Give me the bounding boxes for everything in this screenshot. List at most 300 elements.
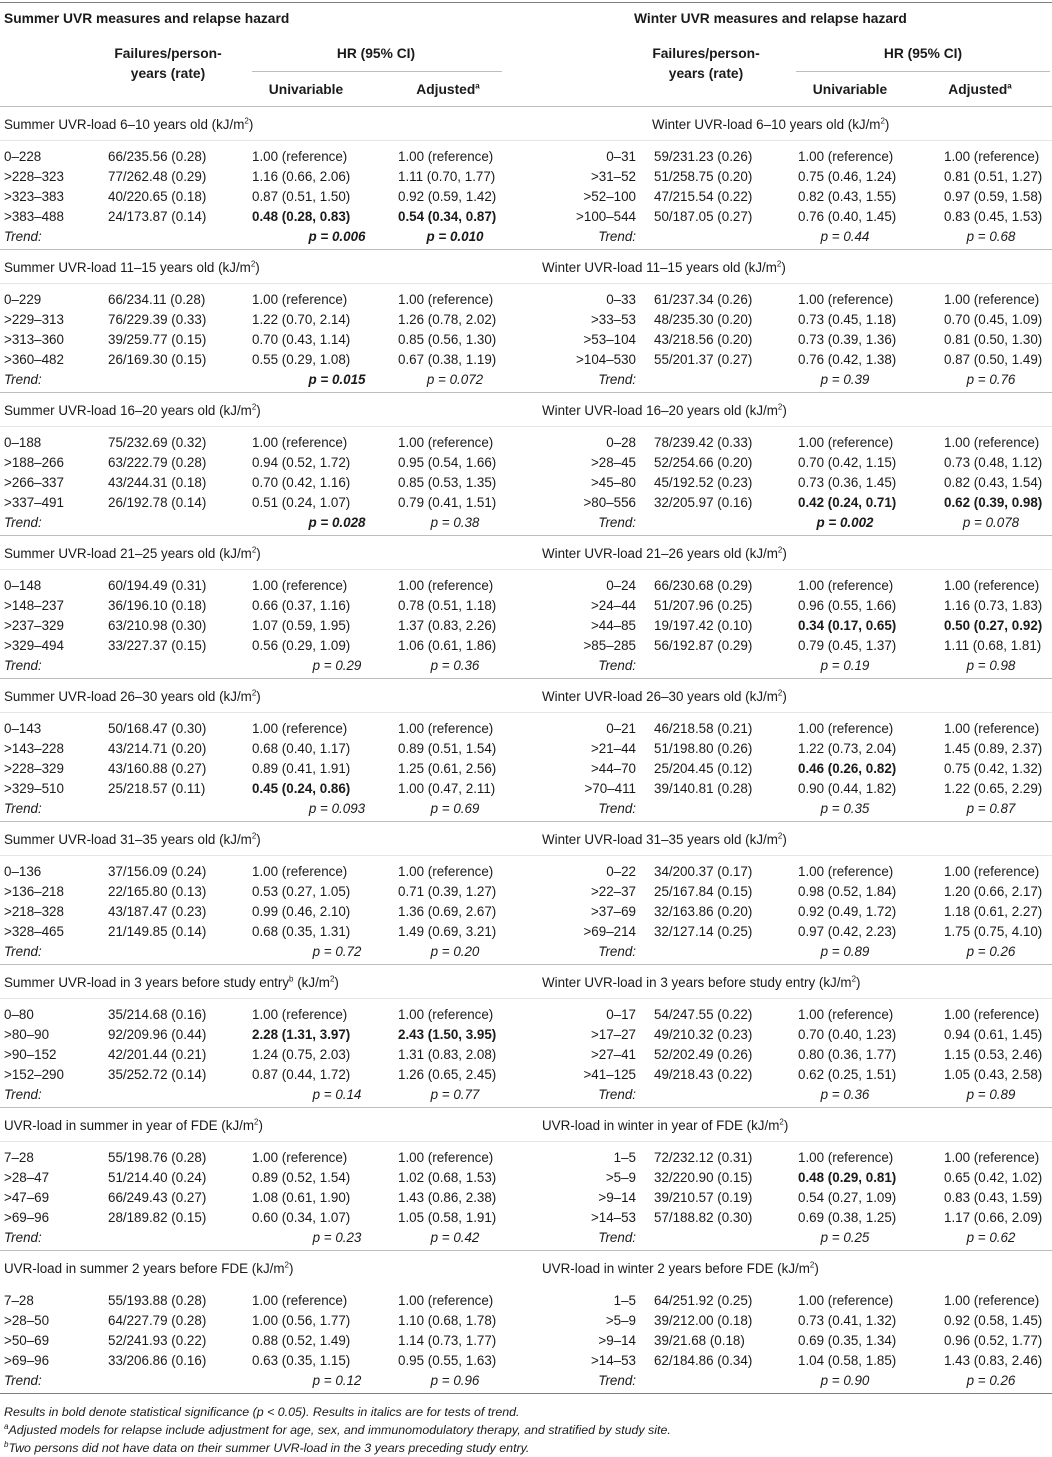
winter-trend-label: Trend: bbox=[598, 1230, 636, 1245]
winter-section-title: Winter UVR-load 21–26 years old $(kJ/m^2)$ bbox=[542, 545, 787, 561]
header-bottom-rule bbox=[0, 106, 1052, 107]
winter-range-cell: 1–5 bbox=[613, 1150, 636, 1165]
winter-hr-univariable-cell: 0.90 (0.44, 1.82) bbox=[798, 781, 897, 796]
summer-hr-univariable-cell: 0.51 (0.24, 1.07) bbox=[252, 495, 351, 510]
summer-failures-cell: 51/214.40 (0.24) bbox=[108, 1170, 207, 1185]
summer-trend-p: p = 0.23 bbox=[312, 1230, 362, 1245]
summer-trend-label: Trend: bbox=[4, 1230, 42, 1245]
summer-hr-univariable-cell: 1.00 (reference) bbox=[252, 864, 348, 879]
winter-hr-adjusted-cell: 1.00 (reference) bbox=[944, 721, 1040, 736]
winter-section-title: Winter UVR-load 26–30 years old $(kJ/m^2)$ bbox=[542, 688, 787, 704]
winter-range-cell: >5–9 bbox=[605, 1170, 636, 1185]
summer-hr-univariable-cell: 0.66 (0.37, 1.16) bbox=[252, 598, 351, 613]
winter-range-cell: >14–53 bbox=[590, 1210, 636, 1225]
section-rule bbox=[0, 249, 1052, 250]
winter-hr-adjusted-cell: 0.83 (0.45, 1.53) bbox=[944, 209, 1043, 224]
winter-hr-univariable-cell: 1.22 (0.73, 2.04) bbox=[798, 741, 897, 756]
summer-range-cell: >28–47 bbox=[4, 1170, 50, 1185]
winter-range-cell: >44–70 bbox=[590, 761, 636, 776]
winter-trend-p: p = 0.89 bbox=[966, 1087, 1016, 1102]
summer-hr-adjusted-cell: 1.00 (reference) bbox=[398, 1007, 494, 1022]
summer-failures-cell: 66/235.56 (0.28) bbox=[108, 149, 207, 164]
winter-range-cell: 0–17 bbox=[606, 1007, 636, 1022]
summer-hr-adjusted-cell: 1.06 (0.61, 1.86) bbox=[398, 638, 497, 653]
winter-hr-adjusted-cell: 0.62 (0.39, 0.98) bbox=[944, 495, 1043, 510]
winter-failures-cell: 34/200.37 (0.17) bbox=[654, 864, 753, 879]
winter-trend-label: Trend: bbox=[598, 944, 636, 959]
summer-failures-cell: 24/173.87 (0.14) bbox=[108, 209, 207, 224]
summer-trend-label: Trend: bbox=[4, 515, 42, 530]
winter-hr-adjusted-cell: 0.75 (0.42, 1.32) bbox=[944, 761, 1043, 776]
winter-failures-cell: 78/239.42 (0.33) bbox=[654, 435, 753, 450]
summer-range-cell: 7–28 bbox=[4, 1293, 34, 1308]
winter-hr-univariable-cell: 0.48 (0.29, 0.81) bbox=[798, 1170, 897, 1185]
winter-hr-univariable-cell: 1.00 (reference) bbox=[798, 1293, 894, 1308]
summer-hr-univariable-cell: 1.00 (reference) bbox=[252, 435, 348, 450]
summer-hr-univariable-cell: 0.89 (0.41, 1.91) bbox=[252, 761, 351, 776]
summer-range-cell: >229–313 bbox=[4, 312, 64, 327]
winter-trend-label: Trend: bbox=[598, 801, 636, 816]
winter-hr-univariable-cell: 1.00 (reference) bbox=[798, 578, 894, 593]
summer-failures-cell: 35/214.68 (0.16) bbox=[108, 1007, 207, 1022]
winter-hr-univariable-cell: 0.34 (0.17, 0.65) bbox=[798, 618, 897, 633]
summer-range-cell: >329–510 bbox=[4, 781, 64, 796]
summer-range-cell: >337–491 bbox=[4, 495, 64, 510]
title-underline bbox=[0, 426, 1052, 427]
summer-hr-univariable-cell: 1.00 (reference) bbox=[252, 149, 348, 164]
winter-hr-univariable-cell: 1.00 (reference) bbox=[798, 864, 894, 879]
winter-hr-rule bbox=[796, 71, 1050, 72]
winter-range-cell: >5–9 bbox=[605, 1313, 636, 1328]
summer-hr-univariable-cell: 0.63 (0.35, 1.15) bbox=[252, 1353, 351, 1368]
winter-hr-adjusted-cell: 1.43 (0.83, 2.46) bbox=[944, 1353, 1043, 1368]
winter-section-title: UVR-load in winter 2 years before FDE $(kJ/m^2)$ bbox=[542, 1260, 819, 1276]
winter-hr-univariable-cell: 0.98 (0.52, 1.84) bbox=[798, 884, 897, 899]
summer-trend-p: p = 0.093 bbox=[308, 801, 366, 816]
winter-section-title: Winter UVR-load 31–35 years old $(kJ/m^2)$ bbox=[542, 831, 787, 847]
winter-trend-label: Trend: bbox=[598, 515, 636, 530]
winter-hr-univariable-cell: 1.04 (0.58, 1.85) bbox=[798, 1353, 897, 1368]
summer-hr-adjusted-cell: 1.37 (0.83, 2.26) bbox=[398, 618, 497, 633]
winter-trend-p: p = 0.39 bbox=[820, 372, 870, 387]
winter-hr-univariable-cell: 1.00 (reference) bbox=[798, 435, 894, 450]
summer-hr-adjusted-cell: 2.43 (1.50, 3.95) bbox=[398, 1027, 497, 1042]
summer-hr-univariable-cell: 0.55 (0.29, 1.08) bbox=[252, 352, 351, 367]
winter-range-cell: >100–544 bbox=[576, 209, 636, 224]
winter-hr-univariable-cell: 0.42 (0.24, 0.71) bbox=[798, 495, 897, 510]
summer-section-title: UVR-load in summer 2 years before FDE $(kJ/m^2)$ bbox=[4, 1260, 294, 1276]
winter-failures-cell: 39/212.00 (0.18) bbox=[654, 1313, 753, 1328]
summer-hr-univariable-cell: 0.89 (0.52, 1.54) bbox=[252, 1170, 351, 1185]
summer-trend-p: p = 0.028 bbox=[308, 515, 366, 530]
winter-hr-univariable-cell: 0.82 (0.43, 1.55) bbox=[798, 189, 897, 204]
winter-trend-p: p = 0.26 bbox=[966, 944, 1016, 959]
summer-failures-cell: 35/252.72 (0.14) bbox=[108, 1067, 207, 1082]
winter-failures-cell: 72/232.12 (0.31) bbox=[654, 1150, 753, 1165]
summer-title: Summer UVR measures and relapse hazard bbox=[4, 11, 290, 26]
winter-range-cell: >37–69 bbox=[590, 904, 636, 919]
summer-hr-adjusted-cell: 0.78 (0.51, 1.18) bbox=[398, 598, 497, 613]
winter-hr-adjusted-cell: 0.81 (0.50, 1.30) bbox=[944, 332, 1043, 347]
summer-hr-univariable-cell: 1.00 (reference) bbox=[252, 1007, 348, 1022]
winter-failures-cell: 19/197.42 (0.10) bbox=[654, 618, 753, 633]
summer-failures-cell: 37/156.09 (0.24) bbox=[108, 864, 207, 879]
winter-range-cell: >70–411 bbox=[584, 781, 636, 796]
summer-failures-cell: 33/206.86 (0.16) bbox=[108, 1353, 207, 1368]
winter-section-title: Winter UVR-load 6–10 years old $(kJ/m^2)$ bbox=[652, 116, 890, 132]
summer-hr-adjusted-cell: 1.25 (0.61, 2.56) bbox=[398, 761, 497, 776]
winter-range-cell: >31–52 bbox=[590, 169, 636, 184]
summer-failures-cell: 26/192.78 (0.14) bbox=[108, 495, 207, 510]
summer-failures-cell: 63/222.79 (0.28) bbox=[108, 455, 207, 470]
winter-failures-cell: 32/127.14 (0.25) bbox=[654, 924, 753, 939]
summer-hr-adjusted-cell: 1.00 (reference) bbox=[398, 435, 494, 450]
winter-hr-univariable-cell: 0.92 (0.49, 1.72) bbox=[798, 904, 897, 919]
winter-hr-univariable-cell: 0.73 (0.45, 1.18) bbox=[798, 312, 897, 327]
summer-failures-cell: 36/196.10 (0.18) bbox=[108, 598, 207, 613]
summer-section-title: Summer UVR-load 26–30 years old $(kJ/m^2)$ bbox=[4, 688, 261, 704]
section-rule bbox=[0, 678, 1052, 679]
summer-failures-header-1: Failures/person- bbox=[114, 46, 222, 61]
summer-trend-p: p = 0.96 bbox=[430, 1373, 480, 1388]
summer-section-title: Summer UVR-load 6–10 years old $(kJ/m^2)$ bbox=[4, 116, 254, 132]
winter-failures-cell: 51/207.96 (0.25) bbox=[654, 598, 753, 613]
winter-range-cell: >27–41 bbox=[590, 1047, 636, 1062]
winter-range-cell: >17–27 bbox=[590, 1027, 636, 1042]
winter-hr-adjusted-cell: 1.05 (0.43, 2.58) bbox=[944, 1067, 1043, 1082]
section-rule bbox=[0, 1393, 1052, 1394]
summer-failures-cell: 28/189.82 (0.15) bbox=[108, 1210, 207, 1225]
winter-hr-univariable-cell: 0.75 (0.46, 1.24) bbox=[798, 169, 897, 184]
summer-range-cell: 0–148 bbox=[4, 578, 42, 593]
winter-title: Winter UVR measures and relapse hazard bbox=[634, 11, 907, 26]
winter-hr-univariable-cell: 0.69 (0.35, 1.34) bbox=[798, 1333, 897, 1348]
summer-range-cell: >228–323 bbox=[4, 169, 64, 184]
summer-failures-header-2: years (rate) bbox=[130, 66, 206, 81]
summer-range-cell: 0–229 bbox=[4, 292, 42, 307]
winter-hr-adjusted-cell: 1.22 (0.65, 2.29) bbox=[944, 781, 1043, 796]
winter-hr-univariable-cell: 1.00 (reference) bbox=[798, 149, 894, 164]
summer-hr-univariable-cell: 1.07 (0.59, 1.95) bbox=[252, 618, 351, 633]
winter-range-cell: >21–44 bbox=[590, 741, 636, 756]
summer-trend-p: p = 0.42 bbox=[430, 1230, 480, 1245]
title-underline bbox=[0, 283, 1052, 284]
winter-failures-cell: 55/201.37 (0.27) bbox=[654, 352, 753, 367]
summer-hr-univariable-cell: 0.87 (0.51, 1.50) bbox=[252, 189, 351, 204]
winter-range-cell: >45–80 bbox=[590, 475, 636, 490]
summer-failures-cell: 75/232.69 (0.32) bbox=[108, 435, 207, 450]
winter-hr-adjusted-cell: 0.82 (0.43, 1.54) bbox=[944, 475, 1043, 490]
winter-hr-univariable-cell: 0.73 (0.36, 1.45) bbox=[798, 475, 897, 490]
winter-range-cell: 0–31 bbox=[606, 149, 636, 164]
winter-hr-adjusted-cell: 1.15 (0.53, 2.46) bbox=[944, 1047, 1043, 1062]
summer-hr-adjusted-cell: 1.02 (0.68, 1.53) bbox=[398, 1170, 497, 1185]
winter-failures-cell: 25/204.45 (0.12) bbox=[654, 761, 753, 776]
winter-trend-label: Trend: bbox=[598, 658, 636, 673]
summer-trend-p: p = 0.006 bbox=[308, 229, 366, 244]
summer-hr-header: HR (95% CI) bbox=[336, 46, 416, 61]
summer-section-title: Summer UVR-load 21–25 years old $(kJ/m^2)$ bbox=[4, 545, 261, 561]
summer-hr-univariable-cell: 1.00 (reference) bbox=[252, 721, 348, 736]
summer-hr-univariable-cell: 1.00 (reference) bbox=[252, 578, 348, 593]
summer-hr-adjusted-cell: 1.00 (reference) bbox=[398, 721, 494, 736]
winter-failures-cell: 56/192.87 (0.29) bbox=[654, 638, 753, 653]
summer-range-cell: >188–266 bbox=[4, 455, 64, 470]
section-rule bbox=[0, 392, 1052, 393]
winter-failures-cell: 51/198.80 (0.26) bbox=[654, 741, 753, 756]
winter-hr-univariable-cell: 0.76 (0.40, 1.45) bbox=[798, 209, 897, 224]
winter-failures-cell: 32/163.86 (0.20) bbox=[654, 904, 753, 919]
summer-range-cell: 0–228 bbox=[4, 149, 42, 164]
summer-hr-univariable-cell: 0.70 (0.43, 1.14) bbox=[252, 332, 351, 347]
winter-hr-adjusted-cell: 0.83 (0.43, 1.59) bbox=[944, 1190, 1043, 1205]
summer-hr-adjusted-cell: 0.85 (0.53, 1.35) bbox=[398, 475, 497, 490]
winter-hr-univariable-cell: 1.00 (reference) bbox=[798, 1150, 894, 1165]
summer-hr-adjusted-cell: 1.31 (0.83, 2.08) bbox=[398, 1047, 497, 1062]
winter-trend-p: p = 0.44 bbox=[820, 229, 870, 244]
winter-hr-adjusted-cell: 1.00 (reference) bbox=[944, 149, 1040, 164]
winter-range-cell: >22–37 bbox=[590, 884, 636, 899]
winter-failures-cell: 66/230.68 (0.29) bbox=[654, 578, 753, 593]
summer-failures-cell: 21/149.85 (0.14) bbox=[108, 924, 207, 939]
winter-failures-cell: 62/184.86 (0.34) bbox=[654, 1353, 753, 1368]
winter-range-cell: >85–285 bbox=[583, 638, 636, 653]
summer-trend-label: Trend: bbox=[4, 944, 42, 959]
winter-failures-cell: 43/218.56 (0.20) bbox=[654, 332, 753, 347]
winter-hr-adjusted-cell: 1.16 (0.73, 1.83) bbox=[944, 598, 1043, 613]
footnote-missing-data: $^b$Two persons did not have data on their summer UVR-load in the 3 years preceding study entry. bbox=[4, 1439, 530, 1455]
winter-range-cell: >80–556 bbox=[583, 495, 636, 510]
winter-adjusted-header: Adjusted$^a$ bbox=[948, 81, 1012, 97]
summer-failures-cell: 40/220.65 (0.18) bbox=[108, 189, 207, 204]
summer-hr-adjusted-cell: 1.05 (0.58, 1.91) bbox=[398, 1210, 497, 1225]
winter-failures-cell: 64/251.92 (0.25) bbox=[654, 1293, 753, 1308]
summer-hr-univariable-cell: 0.88 (0.52, 1.49) bbox=[252, 1333, 351, 1348]
winter-hr-univariable-cell: 1.00 (reference) bbox=[798, 292, 894, 307]
winter-trend-p: p = 0.62 bbox=[966, 1230, 1016, 1245]
summer-hr-adjusted-cell: 1.11 (0.70, 1.77) bbox=[398, 169, 496, 184]
summer-hr-adjusted-cell: 0.54 (0.34, 0.87) bbox=[398, 209, 497, 224]
summer-hr-adjusted-cell: 1.00 (reference) bbox=[398, 1293, 494, 1308]
summer-univariable-header: Univariable bbox=[268, 82, 344, 97]
summer-range-cell: >148–237 bbox=[4, 598, 64, 613]
summer-failures-cell: 55/193.88 (0.28) bbox=[108, 1293, 207, 1308]
summer-failures-cell: 92/209.96 (0.44) bbox=[108, 1027, 207, 1042]
summer-section-title: Summer UVR-load 31–35 years old $(kJ/m^2)$ bbox=[4, 831, 261, 847]
winter-range-cell: >52–100 bbox=[583, 189, 636, 204]
summer-range-cell: >90–152 bbox=[4, 1047, 57, 1062]
summer-failures-cell: 25/218.57 (0.11) bbox=[108, 781, 206, 796]
summer-hr-adjusted-cell: 0.92 (0.59, 1.42) bbox=[398, 189, 497, 204]
summer-trend-label: Trend: bbox=[4, 1373, 42, 1388]
winter-trend-p: p = 0.25 bbox=[820, 1230, 870, 1245]
summer-range-cell: >69–96 bbox=[4, 1210, 50, 1225]
summer-trend-p: p = 0.38 bbox=[430, 515, 480, 530]
title-underline bbox=[0, 855, 1052, 856]
summer-trend-p: p = 0.77 bbox=[430, 1087, 480, 1102]
winter-hr-adjusted-cell: 1.45 (0.89, 2.37) bbox=[944, 741, 1043, 756]
summer-failures-cell: 43/244.31 (0.18) bbox=[108, 475, 207, 490]
winter-trend-p: p = 0.87 bbox=[966, 801, 1016, 816]
winter-hr-univariable-cell: 0.73 (0.41, 1.32) bbox=[798, 1313, 897, 1328]
winter-hr-adjusted-cell: 0.87 (0.50, 1.49) bbox=[944, 352, 1043, 367]
summer-hr-adjusted-cell: 1.36 (0.69, 2.67) bbox=[398, 904, 497, 919]
summer-section-title: Summer UVR-load 11–15 years old $(kJ/m^2)$ bbox=[4, 259, 260, 275]
winter-hr-adjusted-cell: 0.92 (0.58, 1.45) bbox=[944, 1313, 1043, 1328]
winter-hr-univariable-cell: 0.76 (0.42, 1.38) bbox=[798, 352, 897, 367]
summer-trend-p: p = 0.015 bbox=[308, 372, 366, 387]
winter-failures-cell: 52/202.49 (0.26) bbox=[654, 1047, 753, 1062]
winter-trend-p: p = 0.76 bbox=[966, 372, 1016, 387]
summer-hr-univariable-cell: 0.94 (0.52, 1.72) bbox=[252, 455, 351, 470]
summer-range-cell: >136–218 bbox=[4, 884, 64, 899]
summer-hr-univariable-cell: 0.70 (0.42, 1.16) bbox=[252, 475, 351, 490]
summer-hr-univariable-cell: 1.00 (reference) bbox=[252, 1150, 348, 1165]
summer-trend-p: p = 0.36 bbox=[430, 658, 480, 673]
winter-failures-cell: 54/247.55 (0.22) bbox=[654, 1007, 753, 1022]
summer-trend-p: p = 0.72 bbox=[312, 944, 362, 959]
summer-trend-p: p = 0.20 bbox=[430, 944, 480, 959]
footnote-adjusted: $^a$Adjusted models for relapse include adjustment for age, sex, and immunomodulatory therapy, and stratified by study site. bbox=[4, 1421, 671, 1437]
winter-hr-univariable-cell: 1.00 (reference) bbox=[798, 1007, 894, 1022]
summer-hr-adjusted-cell: 0.71 (0.39, 1.27) bbox=[398, 884, 497, 899]
summer-trend-p: p = 0.072 bbox=[426, 372, 484, 387]
summer-hr-univariable-cell: 0.99 (0.46, 2.10) bbox=[252, 904, 351, 919]
winter-hr-adjusted-cell: 1.00 (reference) bbox=[944, 864, 1040, 879]
summer-failures-cell: 42/201.44 (0.21) bbox=[108, 1047, 207, 1062]
winter-hr-univariable-cell: 1.00 (reference) bbox=[798, 721, 894, 736]
summer-hr-univariable-cell: 0.45 (0.24, 0.86) bbox=[252, 781, 351, 796]
winter-hr-adjusted-cell: 1.00 (reference) bbox=[944, 1007, 1040, 1022]
summer-range-cell: >313–360 bbox=[4, 332, 64, 347]
title-underline bbox=[0, 1141, 1052, 1142]
summer-range-cell: >237–329 bbox=[4, 618, 64, 633]
summer-hr-univariable-cell: 2.28 (1.31, 3.97) bbox=[252, 1027, 351, 1042]
summer-failures-cell: 77/262.48 (0.29) bbox=[108, 169, 207, 184]
winter-range-cell: 1–5 bbox=[613, 1293, 636, 1308]
footnote-significance: Results in bold denote statistical significance (p < 0.05). Results in italics are for tests of trend. bbox=[4, 1405, 520, 1419]
winter-range-cell: >69–214 bbox=[583, 924, 636, 939]
winter-hr-adjusted-cell: 1.00 (reference) bbox=[944, 435, 1040, 450]
summer-hr-adjusted-cell: 1.26 (0.65, 2.45) bbox=[398, 1067, 497, 1082]
winter-hr-adjusted-cell: 1.18 (0.61, 2.27) bbox=[944, 904, 1043, 919]
summer-failures-cell: 43/187.47 (0.23) bbox=[108, 904, 207, 919]
summer-trend-p: p = 0.12 bbox=[312, 1373, 362, 1388]
winter-failures-cell: 49/218.43 (0.22) bbox=[654, 1067, 753, 1082]
summer-hr-adjusted-cell: 0.85 (0.56, 1.30) bbox=[398, 332, 497, 347]
summer-adjusted-header: Adjusted$^a$ bbox=[416, 81, 480, 97]
winter-hr-univariable-cell: 0.62 (0.25, 1.51) bbox=[798, 1067, 897, 1082]
table-top-rule bbox=[0, 2, 1052, 3]
summer-hr-adjusted-cell: 1.00 (reference) bbox=[398, 1150, 494, 1165]
winter-hr-univariable-cell: 0.54 (0.27, 1.09) bbox=[798, 1190, 897, 1205]
summer-range-cell: >80–90 bbox=[4, 1027, 50, 1042]
winter-failures-cell: 59/231.23 (0.26) bbox=[654, 149, 753, 164]
summer-range-cell: >266–337 bbox=[4, 475, 64, 490]
winter-trend-label: Trend: bbox=[598, 1373, 636, 1388]
winter-trend-p: p = 0.19 bbox=[820, 658, 870, 673]
summer-section-title: UVR-load in summer in year of FDE $(kJ/m^2)$ bbox=[4, 1117, 263, 1133]
summer-hr-adjusted-cell: 0.95 (0.55, 1.63) bbox=[398, 1353, 497, 1368]
title-underline bbox=[0, 998, 1052, 999]
winter-range-cell: >33–53 bbox=[590, 312, 636, 327]
winter-trend-label: Trend: bbox=[598, 372, 636, 387]
winter-range-cell: >9–14 bbox=[598, 1190, 636, 1205]
summer-hr-univariable-cell: 1.24 (0.75, 2.03) bbox=[252, 1047, 351, 1062]
winter-range-cell: >9–14 bbox=[598, 1333, 636, 1348]
winter-hr-adjusted-cell: 1.20 (0.66, 2.17) bbox=[944, 884, 1043, 899]
summer-range-cell: >328–465 bbox=[4, 924, 64, 939]
winter-hr-adjusted-cell: 0.94 (0.61, 1.45) bbox=[944, 1027, 1043, 1042]
summer-hr-adjusted-cell: 1.43 (0.86, 2.38) bbox=[398, 1190, 497, 1205]
winter-trend-p: p = 0.98 bbox=[966, 658, 1016, 673]
winter-range-cell: >41–125 bbox=[583, 1067, 636, 1082]
winter-failures-cell: 39/210.57 (0.19) bbox=[654, 1190, 753, 1205]
winter-failures-cell: 39/140.81 (0.28) bbox=[654, 781, 753, 796]
winter-failures-header-2: years (rate) bbox=[668, 66, 744, 81]
winter-range-cell: >44–85 bbox=[590, 618, 636, 633]
summer-hr-adjusted-cell: 1.14 (0.73, 1.77) bbox=[398, 1333, 497, 1348]
summer-range-cell: >329–494 bbox=[4, 638, 64, 653]
summer-hr-adjusted-cell: 0.95 (0.54, 1.66) bbox=[398, 455, 497, 470]
title-underline bbox=[0, 569, 1052, 570]
section-rule bbox=[0, 1250, 1052, 1251]
winter-failures-cell: 46/218.58 (0.21) bbox=[654, 721, 753, 736]
summer-range-cell: >218–328 bbox=[4, 904, 64, 919]
winter-trend-label: Trend: bbox=[598, 229, 636, 244]
winter-trend-p: p = 0.36 bbox=[820, 1087, 870, 1102]
summer-range-cell: 0–143 bbox=[4, 721, 42, 736]
summer-hr-univariable-cell: 1.00 (reference) bbox=[252, 292, 348, 307]
summer-hr-rule bbox=[252, 71, 502, 72]
winter-hr-adjusted-cell: 1.00 (reference) bbox=[944, 578, 1040, 593]
summer-section-title: Summer UVR-load in 3 years before study entry$^b$ $(kJ/m^2)$ bbox=[4, 974, 339, 990]
summer-hr-univariable-cell: 1.00 (reference) bbox=[252, 1293, 348, 1308]
winter-section-title: Winter UVR-load 16–20 years old $(kJ/m^2)$ bbox=[542, 402, 787, 418]
summer-trend-label: Trend: bbox=[4, 801, 42, 816]
winter-failures-cell: 32/220.90 (0.15) bbox=[654, 1170, 753, 1185]
winter-trend-p: p = 0.26 bbox=[966, 1373, 1016, 1388]
title-underline bbox=[0, 712, 1052, 713]
winter-trend-p: p = 0.078 bbox=[962, 515, 1020, 530]
summer-hr-univariable-cell: 0.56 (0.29, 1.09) bbox=[252, 638, 351, 653]
winter-hr-adjusted-cell: 0.50 (0.27, 0.92) bbox=[944, 618, 1043, 633]
summer-failures-cell: 76/229.39 (0.33) bbox=[108, 312, 207, 327]
summer-range-cell: >360–482 bbox=[4, 352, 64, 367]
summer-range-cell: >47–69 bbox=[4, 1190, 50, 1205]
winter-hr-adjusted-cell: 0.96 (0.52, 1.77) bbox=[944, 1333, 1043, 1348]
winter-hr-adjusted-cell: 0.65 (0.42, 1.02) bbox=[944, 1170, 1043, 1185]
winter-trend-p: p = 0.35 bbox=[820, 801, 870, 816]
winter-range-cell: >14–53 bbox=[590, 1353, 636, 1368]
winter-range-cell: >28–45 bbox=[590, 455, 636, 470]
summer-failures-cell: 43/160.88 (0.27) bbox=[108, 761, 207, 776]
summer-hr-univariable-cell: 0.48 (0.28, 0.83) bbox=[252, 209, 351, 224]
summer-hr-adjusted-cell: 1.10 (0.68, 1.78) bbox=[398, 1313, 497, 1328]
summer-trend-p: p = 0.14 bbox=[312, 1087, 362, 1102]
winter-failures-cell: 49/210.32 (0.23) bbox=[654, 1027, 753, 1042]
summer-range-cell: 0–80 bbox=[4, 1007, 34, 1022]
winter-section-title: UVR-load in winter in year of FDE $(kJ/m^2)$ bbox=[542, 1117, 789, 1133]
winter-failures-cell: 47/215.54 (0.22) bbox=[654, 189, 753, 204]
summer-hr-adjusted-cell: 1.00 (reference) bbox=[398, 292, 494, 307]
winter-hr-univariable-cell: 0.70 (0.40, 1.23) bbox=[798, 1027, 897, 1042]
summer-trend-p: p = 0.69 bbox=[430, 801, 480, 816]
winter-hr-adjusted-cell: 0.70 (0.45, 1.09) bbox=[944, 312, 1043, 327]
summer-failures-cell: 55/198.76 (0.28) bbox=[108, 1150, 207, 1165]
section-rule bbox=[0, 821, 1052, 822]
summer-trend-label: Trend: bbox=[4, 1087, 42, 1102]
